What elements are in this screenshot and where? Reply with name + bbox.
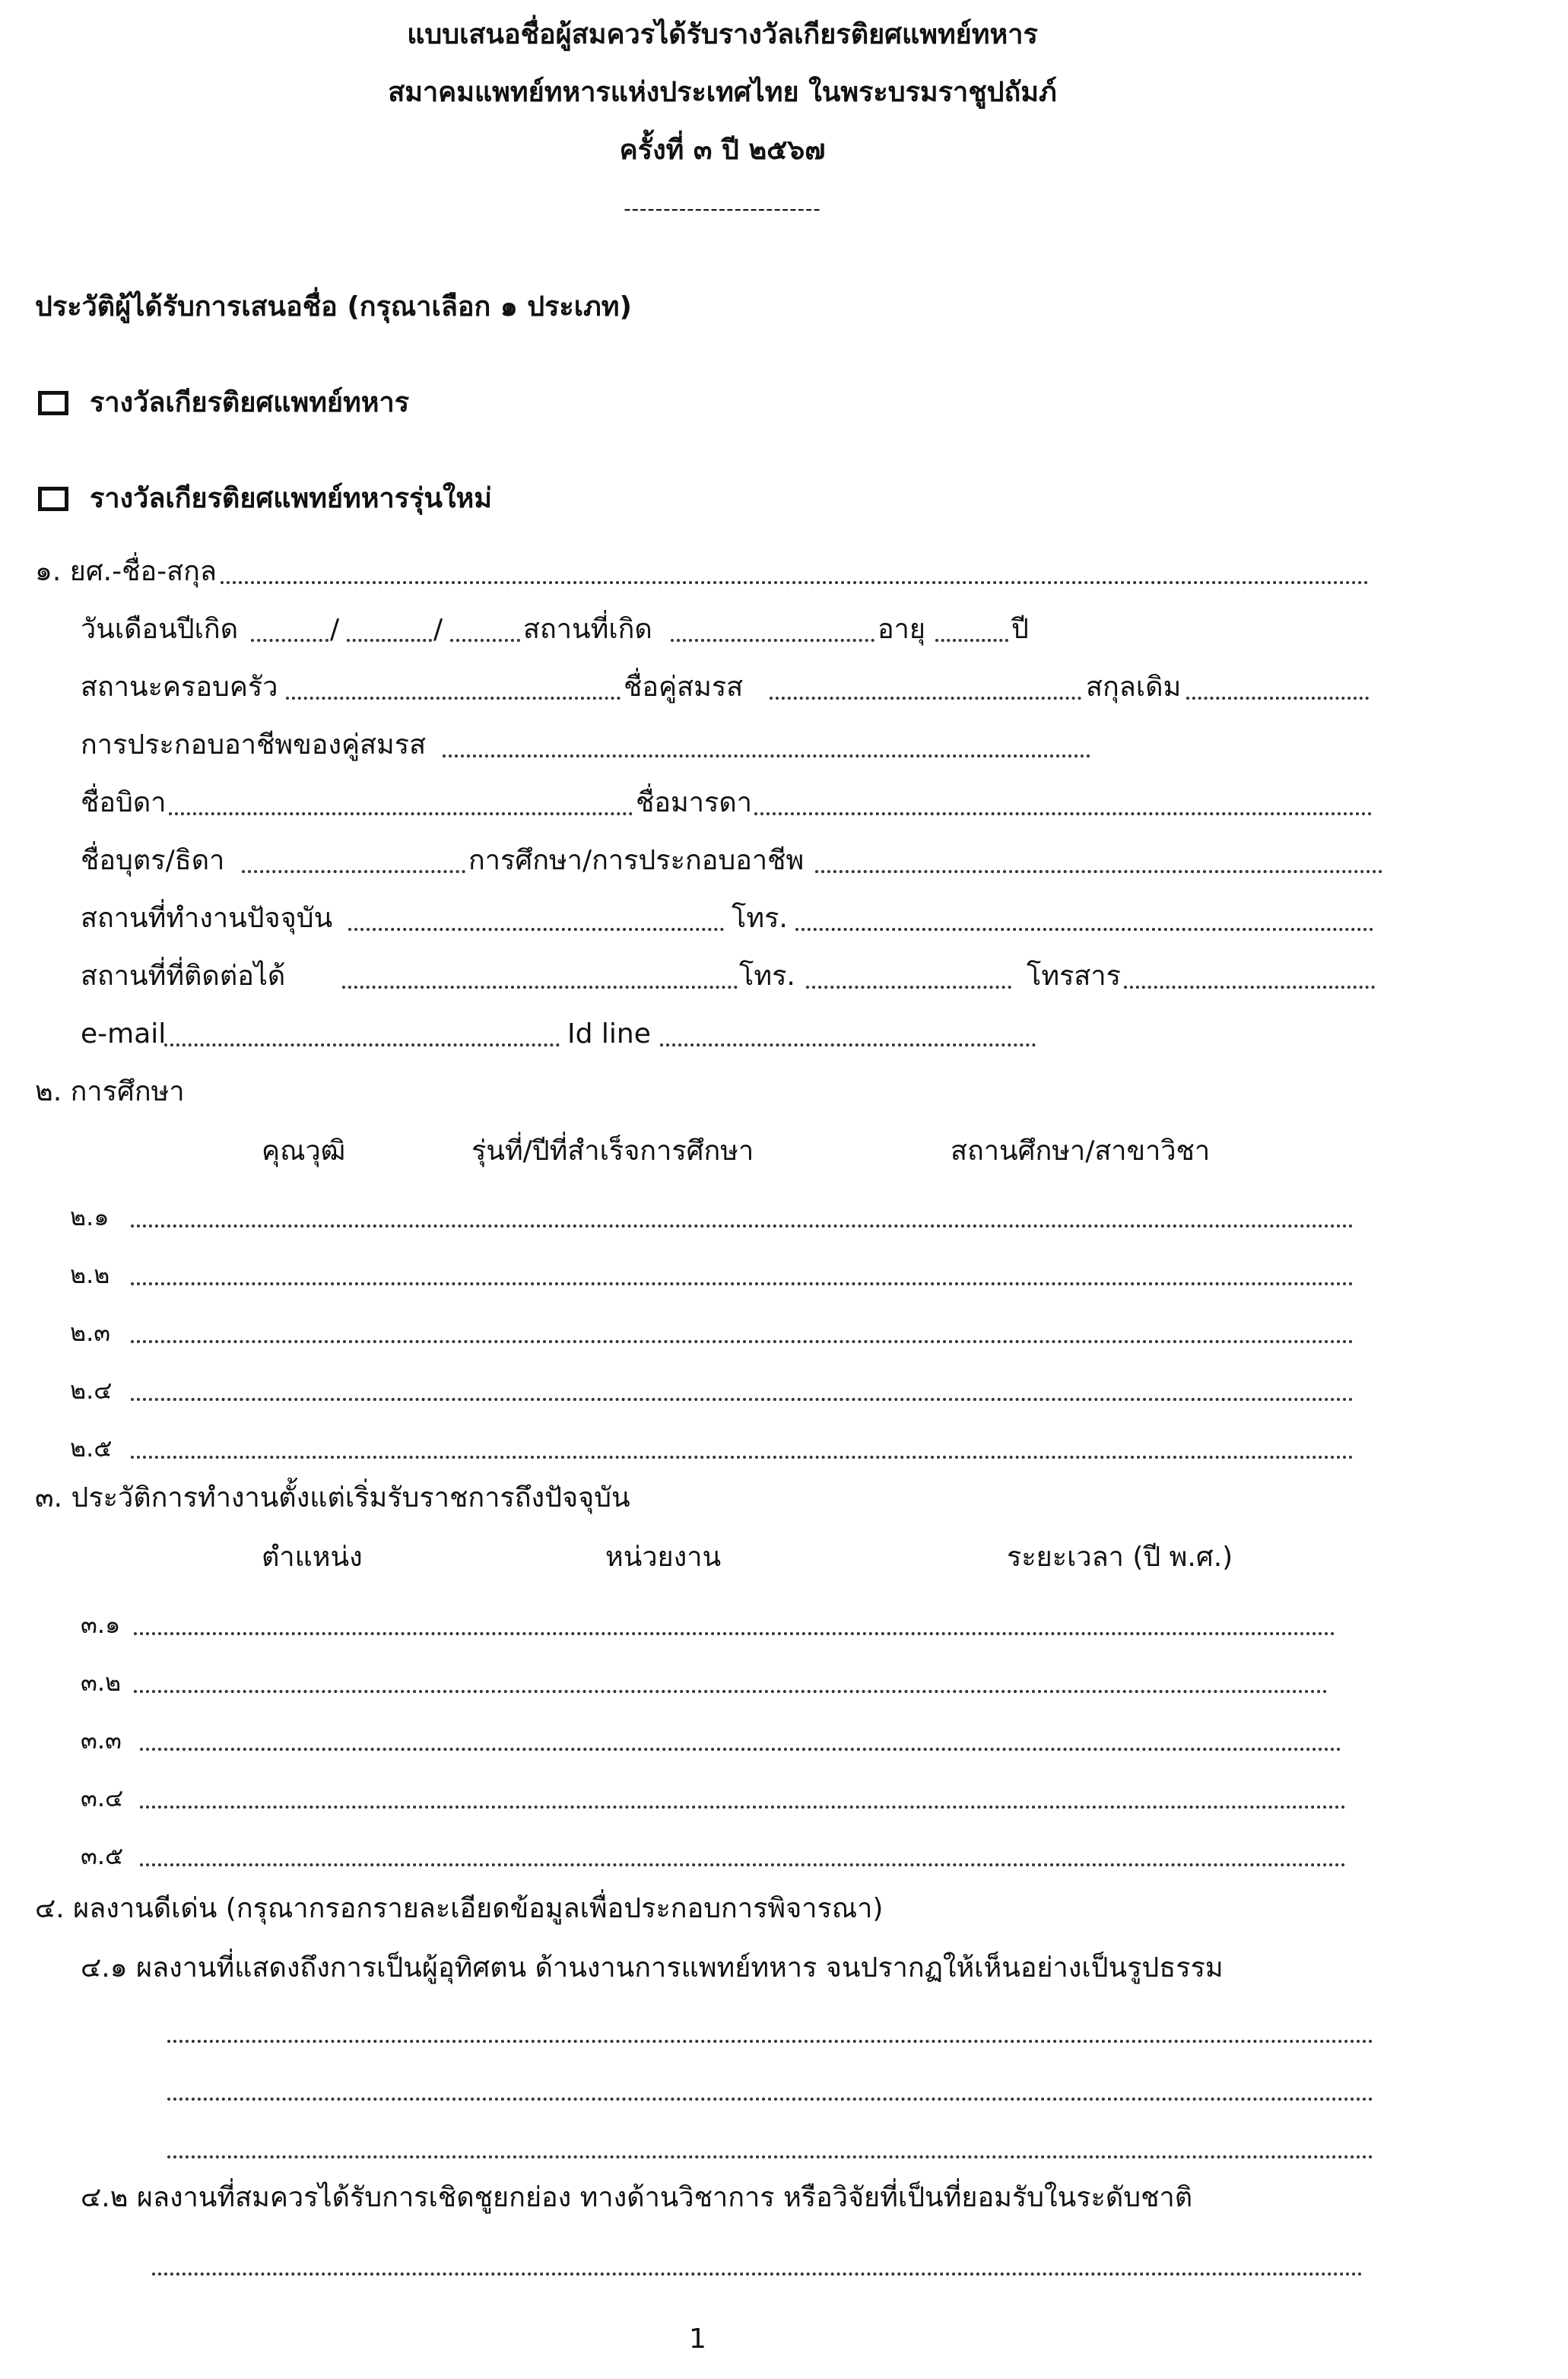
header-separator: ------------------------- xyxy=(624,198,821,221)
award-option-checkbox-2[interactable] xyxy=(38,487,68,511)
birth-place-field[interactable] xyxy=(671,639,874,642)
education-row-number: ๒.๒ xyxy=(70,1260,110,1289)
achievement-item-1-field[interactable] xyxy=(167,2098,1373,2101)
marital-status-label: สถานะครอบครัว xyxy=(81,672,278,703)
form-title-line1: แบบเสนอชื่อผู้สมควรได้รับรางวัลเกียรติยศแพทย์ทหาร xyxy=(407,19,1038,50)
father-name-field[interactable] xyxy=(169,812,633,815)
education-row-field[interactable] xyxy=(131,1456,1354,1459)
contact-tel-label: โทร. xyxy=(739,961,795,992)
achievements-title: ๔. ผลงานดีเด่น (กรุณากรอกรายละเอียดข้อมูลเพื่อประกอบการพิจารณา) xyxy=(35,1893,884,1924)
rank-name-field[interactable] xyxy=(221,581,1369,584)
education-row-number: ๒.๔ xyxy=(70,1376,113,1405)
workplace-tel-field[interactable] xyxy=(795,928,1373,931)
education-row-field[interactable] xyxy=(131,1282,1354,1285)
work-history-column-position: ตำแหน่ง xyxy=(262,1542,363,1573)
award-option-label-1: รางวัลเกียรติยศแพทย์ทหาร xyxy=(90,387,410,418)
marital-status-field[interactable] xyxy=(286,697,621,700)
work-history-column-unit: หน่วยงาน xyxy=(605,1542,722,1573)
page-number: 1 xyxy=(689,2323,706,2355)
education-title: ๒. การศึกษา xyxy=(35,1076,185,1107)
spouse-occupation-label: การประกอบอาชีพของคู่สมรส xyxy=(81,729,427,761)
email-field[interactable] xyxy=(164,1043,560,1047)
achievement-item-1-field[interactable] xyxy=(167,2040,1373,2043)
birth-month-field[interactable] xyxy=(347,639,432,642)
mother-name-field[interactable] xyxy=(754,812,1372,815)
birth-date-slash-1: / xyxy=(330,614,340,645)
spouse-occupation-field[interactable] xyxy=(443,754,1090,758)
workplace-label: สถานที่ทำงานปัจจุบัน xyxy=(81,903,333,934)
birth-place-label: สถานที่เกิด xyxy=(523,614,652,645)
work-history-title: ๓. ประวัติการทำงานตั้งแต่เริ่มรับราชการถึงปัจจุบัน xyxy=(35,1482,630,1513)
work-history-row-field[interactable] xyxy=(140,1863,1346,1866)
work-history-row-field[interactable] xyxy=(134,1632,1335,1635)
award-option-checkbox-1[interactable] xyxy=(38,391,68,415)
work-history-row-number: ๓.๔ xyxy=(81,1783,124,1812)
work-history-row-field[interactable] xyxy=(140,1748,1341,1751)
work-history-row-number: ๓.๓ xyxy=(81,1726,122,1755)
form-title-line2: สมาคมแพทย์ทหารแห่งประเทศไทย ในพระบรมราชูปถัมภ์ xyxy=(388,77,1057,108)
rank-name-label: ๑. ยศ.-ชื่อ-สกุล xyxy=(35,556,217,587)
children-education-label: การศึกษา/การประกอบอาชีพ xyxy=(468,845,805,876)
fax-field[interactable] xyxy=(1124,986,1375,989)
award-option-label-2: รางวัลเกียรติยศแพทย์ทหารรุ่นใหม่ xyxy=(90,483,493,514)
children-label: ชื่อบุตร/ธิดา xyxy=(81,845,225,876)
age-field[interactable] xyxy=(935,639,1008,642)
contact-tel-field[interactable] xyxy=(806,986,1011,989)
education-column-graduation: รุ่นที่/ปีที่สำเร็จการศึกษา xyxy=(471,1136,754,1167)
education-row-field[interactable] xyxy=(131,1398,1354,1401)
work-history-column-period: ระยะเวลา (ปี พ.ศ.) xyxy=(1007,1542,1233,1573)
education-row-number: ๒.๑ xyxy=(70,1202,110,1231)
work-history-row-number: ๓.๒ xyxy=(81,1668,122,1697)
birth-day-field[interactable] xyxy=(251,639,329,642)
work-history-row-number: ๓.๕ xyxy=(81,1841,124,1870)
line-id-label: Id line xyxy=(567,1018,651,1050)
birth-year-field[interactable] xyxy=(450,639,520,642)
birth-date-slash-2: / xyxy=(433,614,443,645)
workplace-field[interactable] xyxy=(348,928,724,931)
education-column-degree: คุณวุฒิ xyxy=(262,1136,346,1167)
education-row-field[interactable] xyxy=(131,1224,1354,1228)
workplace-tel-label: โทร. xyxy=(732,903,788,934)
section-title: ประวัติผู้ได้รับการเสนอชื่อ (กรุณาเลือก ๑ ประเภท) xyxy=(35,291,632,322)
education-row-number: ๒.๓ xyxy=(70,1318,111,1347)
maiden-name-field[interactable] xyxy=(1186,697,1369,700)
education-column-institution: สถานศึกษา/สาขาวิชา xyxy=(951,1136,1211,1167)
age-unit-label: ปี xyxy=(1011,614,1029,645)
contact-place-label: สถานที่ที่ติดต่อได้ xyxy=(81,961,286,992)
fax-label: โทรสาร xyxy=(1027,961,1121,992)
email-label: e-mail xyxy=(81,1018,167,1050)
age-label: อายุ xyxy=(878,614,925,645)
birth-date-label: วันเดือนปีเกิด xyxy=(81,614,239,645)
spouse-name-label: ชื่อคู่สมรส xyxy=(624,672,744,703)
work-history-row-field[interactable] xyxy=(140,1806,1346,1809)
form-title-line3: ครั้งที่ ๓ ปี ๒๕๖๗ xyxy=(619,135,826,166)
achievement-item-1-field[interactable] xyxy=(167,2155,1373,2158)
achievement-item-1-label: ๔.๑ ผลงานที่แสดงถึงการเป็นผู้อุทิศตน ด้านงานการแพทย์ทหาร จนปรากฏให้เห็นอย่างเป็นรูปธรรม xyxy=(81,1952,1224,1984)
work-history-row-number: ๓.๑ xyxy=(81,1610,121,1639)
education-row-number: ๒.๕ xyxy=(70,1434,113,1463)
children-education-field[interactable] xyxy=(815,870,1382,873)
work-history-row-field[interactable] xyxy=(134,1690,1328,1693)
line-id-field[interactable] xyxy=(660,1043,1036,1047)
mother-name-label: ชื่อมารดา xyxy=(636,787,752,818)
contact-place-field[interactable] xyxy=(342,986,738,989)
spouse-name-field[interactable] xyxy=(770,697,1081,700)
father-name-label: ชื่อบิดา xyxy=(81,787,167,818)
achievement-item-2-field[interactable] xyxy=(152,2273,1363,2276)
education-row-field[interactable] xyxy=(131,1340,1354,1343)
achievement-item-2-label: ๔.๒ ผลงานที่สมควรได้รับการเชิดชูยกย่อง ทางด้านวิชาการ หรือวิจัยที่เป็นที่ยอมรับในระดับชาติ xyxy=(81,2182,1193,2213)
maiden-name-label: สกุลเดิม xyxy=(1086,672,1182,703)
children-field[interactable] xyxy=(242,870,465,873)
